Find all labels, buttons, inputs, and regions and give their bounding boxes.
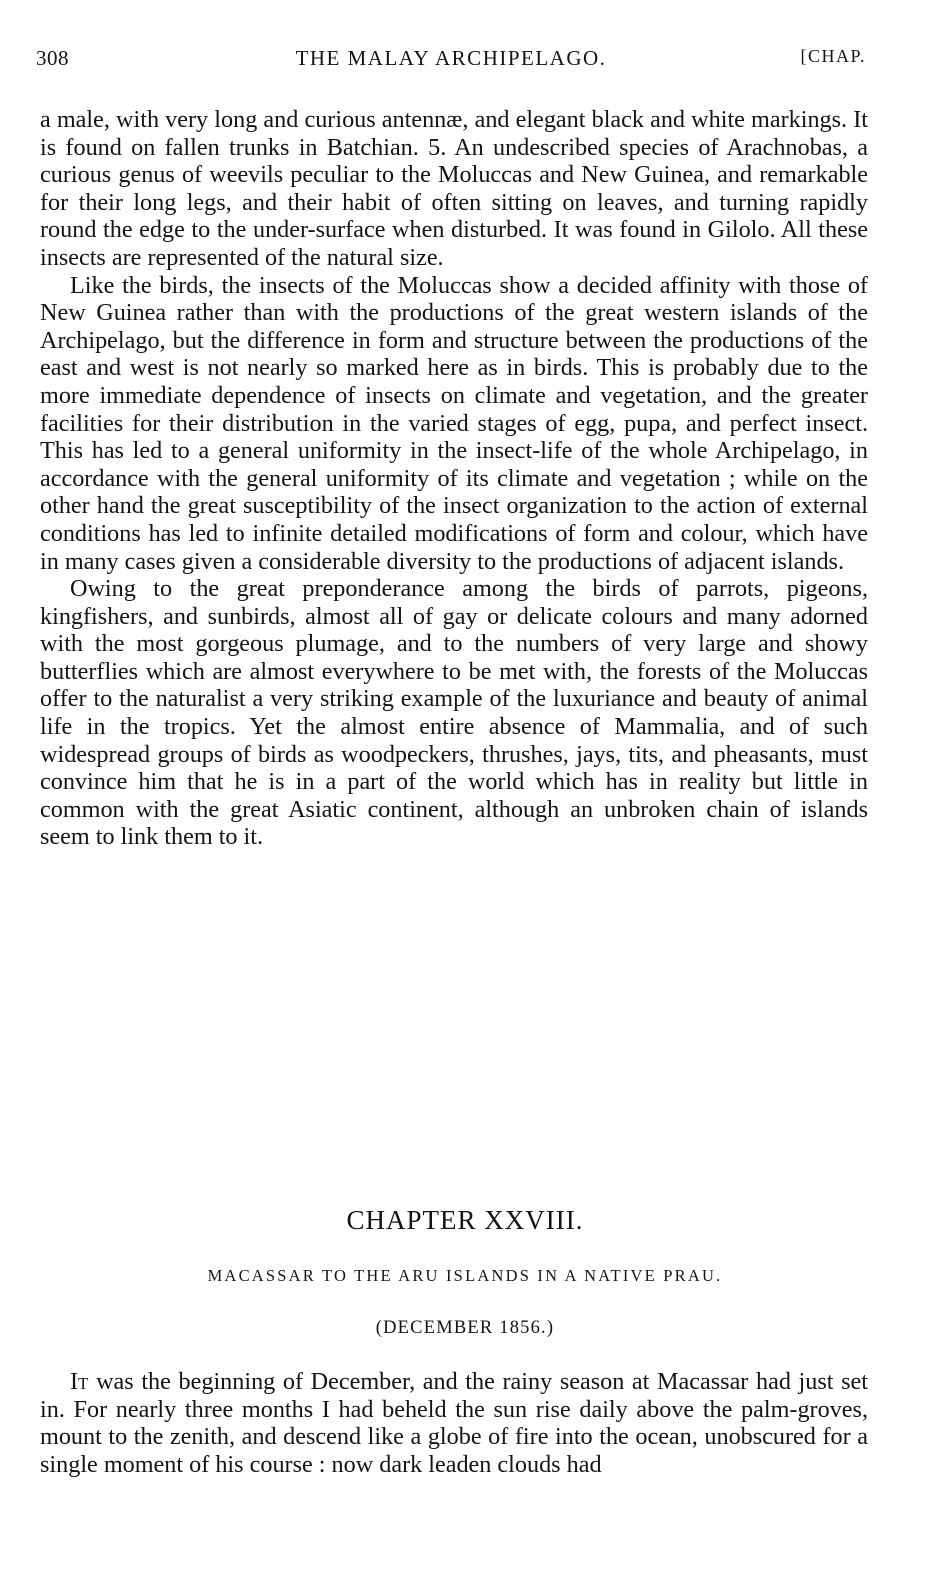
chapter-date: (DECEMBER 1856.) (375, 1318, 555, 1338)
paragraph-moluccas-forests: Owing to the great preponderance among the birds of parrots, pigeons, kingfishers, and sunbirds, almost all of gay or delicate colours and many adorned with the most gorgeous plumage, and to the numbers of very large and showy butterflies which are almost everywhere to be met with, the forests of the Moluccas offer to the naturalist a very striking example of the luxuriance and beauty of animal life in the tropics. Yet the almost entire absence of Mammalia, and of such widespread groups of birds as woodpeckers, thrushes, jays, tits, and pheasants, must convince him that he is in a part of the world which has in reality but little in common with the great Asiatic continent, although an unbroken chain of islands seem to link them to it. (40, 575, 868, 851)
page-number: 308 (36, 46, 69, 70)
paragraph-insect-descriptions: a male, with very long and curious antennæ, and elegant black and white markings. It is found on fallen trunks in Batchian. 5. An undescribed species of Arachnobas, a curious genus of weevils peculiar to the Moluccas and New Guinea, and remarkable for their long legs, and their habit of often sitting on leaves, and turning rapidly round the edge to the under-surface when disturbed. It was found in Gilolo. All these insects are represented of the natural size. (40, 106, 868, 271)
paragraph-insect-affinity: Like the birds, the insects of the Moluccas show a decided affinity with those of New Guinea rather than with the productions of the great western islands of the Archipelago, but the difference in form and structure between the productions of the east and west is not nearly so marked here as in birds. This is probably due to the more immediate dependence of insects on climate and vegetation, and the greater facilities for their distribution in the varied stages of egg, pupa, and perfect insect. This has led to a general uniformity in the insect-life of the whole Archipelago, in accordance with the general uniformity of its climate and vegetation ; while on the other hand the great susceptibility of the insect organization to the action of external conditions has led to infinite detailed modifications of form and colour, which have in many cases given a considerable diversity to the productions of adjacent islands. (40, 271, 868, 575)
chapter-marker: [CHAP. (800, 46, 866, 66)
book-title: THE MALAY ARCHIPELAGO. (295, 46, 607, 70)
running-head (36, 46, 866, 76)
chapter-subtitle: MACASSAR TO THE ARU ISLANDS IN A NATIVE PRAU. (207, 1266, 723, 1285)
opening-word: It (70, 1368, 89, 1395)
chapter-xxvii-ending-text (40, 106, 868, 851)
chapter-xxviii-opening-text (40, 1368, 868, 1478)
opening-paragraph-text: was the beginning of December, and the rainy season at Macassar had just set in. For nearly three months I had beheld the sun rise daily above the palm-groves, mount to the zenith, and descend like a globe of fire into the ocean, unobscured for a single moment of his course : now dark leaden clouds had (40, 1368, 868, 1478)
paragraph-chapter-opening (40, 1368, 868, 1478)
chapter-heading: CHAPTER XXVIII. (346, 1205, 584, 1235)
